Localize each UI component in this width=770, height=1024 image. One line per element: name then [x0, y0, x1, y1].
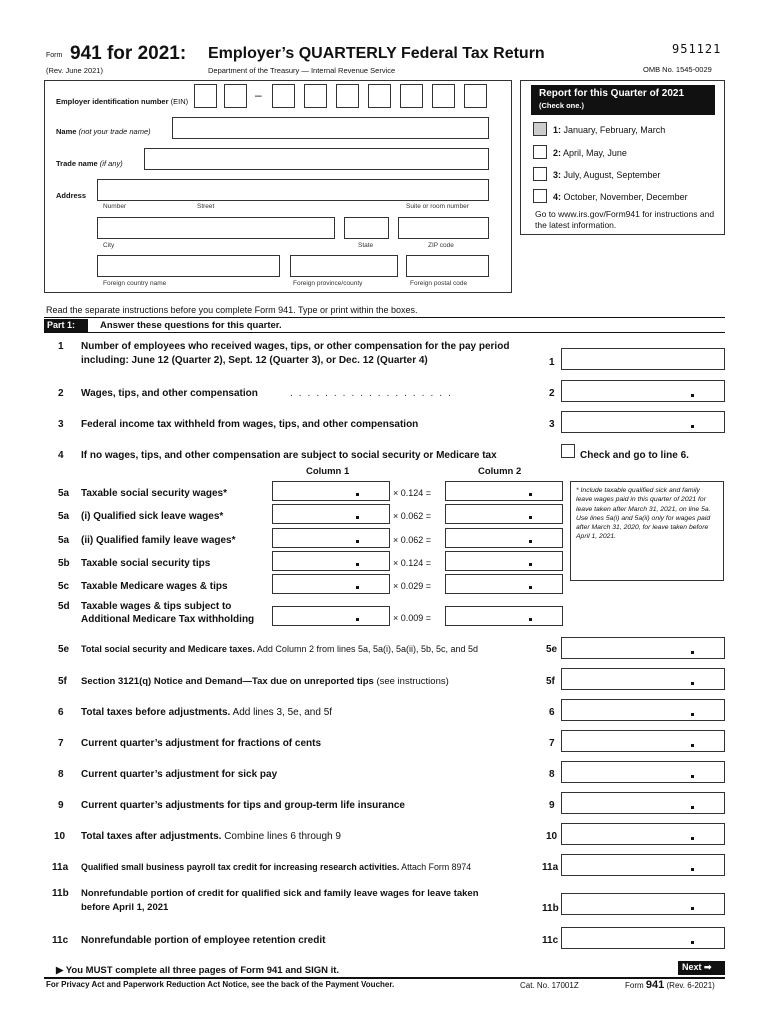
line-5a-rate: × 0.124 =: [393, 488, 432, 498]
quarter-1-label: 1: January, February, March: [553, 125, 666, 135]
line-7-box-num: 7: [549, 738, 555, 749]
line-10-box-num: 10: [546, 831, 558, 842]
line-11b-num: 11b: [52, 888, 69, 899]
line-5b-rate: × 0.124 =: [393, 558, 432, 568]
ein-digit-8[interactable]: [432, 84, 455, 108]
ein-dash: –: [255, 88, 262, 102]
form-code: 951121: [672, 42, 722, 56]
page-title: Employer’s QUARTERLY Federal Tax Return: [208, 45, 545, 62]
line-11a-input[interactable]: [561, 854, 725, 876]
next-arrow-icon: ➡: [704, 962, 712, 972]
quarter-4-label: 4: October, November, December: [553, 192, 688, 202]
ein-digit-3[interactable]: [272, 84, 295, 108]
line-11c-box-num: 11c: [542, 935, 559, 946]
line-5d-col2[interactable]: [445, 606, 563, 626]
line-5e-input[interactable]: [561, 637, 725, 659]
line-2-text: Wages, tips, and other compensation: [81, 388, 258, 399]
line-5c-num: 5c: [58, 581, 70, 592]
address-street-field[interactable]: [97, 179, 489, 201]
line-5c-rate: × 0.029 =: [393, 581, 432, 591]
line-5ai-col1[interactable]: [272, 504, 390, 524]
ein-digit-1[interactable]: [194, 84, 217, 108]
line-5c-col1[interactable]: [272, 574, 390, 594]
line-5a-text: Taxable social security wages*: [81, 488, 228, 499]
quarter-1-checkbox[interactable]: [533, 122, 547, 136]
line-1-text-2: including: June 12 (Quarter 2), Sept. 12 (Quarter 3), or Dec. 12 (Quarter 4): [81, 355, 428, 366]
line-6-num: 6: [58, 707, 64, 718]
line-5e-box-num: 5e: [546, 644, 558, 655]
line-3-num: 3: [58, 419, 64, 430]
foreign-province-field[interactable]: [290, 255, 398, 277]
zip-caption: ZIP code: [428, 242, 454, 249]
line-5d-text-2: Additional Medicare Tax withholding: [81, 614, 255, 625]
line-4-num: 4: [58, 450, 64, 461]
line-8-num: 8: [58, 769, 64, 780]
line-5d-num: 5d: [58, 601, 70, 612]
read-instructions: Read the separate instructions before you complete Form 941. Type or print within the boxes.: [46, 305, 418, 315]
foreign-country-caption: Foreign country name: [103, 280, 167, 287]
department: Department of the Treasury — Internal Revenue Service: [208, 66, 396, 75]
line-11b-text-2: before April 1, 2021: [81, 902, 169, 913]
zip-field[interactable]: [398, 217, 489, 239]
line-11b-text: Nonrefundable portion of credit for qualified sick and family leave wages for leave taken: [81, 888, 479, 899]
line-5b-col2[interactable]: [445, 551, 563, 571]
line-5aii-col2[interactable]: [445, 528, 563, 548]
line-7-num: 7: [58, 738, 64, 749]
ein-label: Employer identification number (EIN): [56, 97, 189, 106]
foreign-province-caption: Foreign province/county: [293, 280, 363, 287]
line-11c-text: Nonrefundable portion of employee retention credit: [81, 935, 326, 946]
line-5a-num: 5a: [58, 488, 70, 499]
form-title: 941 for 2021:: [70, 43, 187, 64]
line-5f-box-num: 5f: [546, 676, 555, 687]
next-button[interactable]: Next ➡: [678, 961, 725, 975]
quarter-goto-text: Go to www.irs.gov/Form941 for instructions and the latest information.: [535, 209, 715, 230]
line-9-box-num: 9: [549, 800, 555, 811]
ein-digit-6[interactable]: [368, 84, 391, 108]
line-2-input[interactable]: [561, 380, 725, 402]
quarter-title: Report for this Quarter of 2021: [539, 88, 685, 99]
line-3-input[interactable]: [561, 411, 725, 433]
line-9-num: 9: [58, 800, 64, 811]
line-5b-num: 5b: [58, 558, 70, 569]
footer-rule: [44, 977, 725, 979]
check-one: (Check one.): [539, 101, 585, 110]
line-1-num: 1: [58, 341, 64, 352]
line-10-input[interactable]: [561, 823, 725, 845]
line-2-box-num: 2: [549, 388, 555, 399]
name-field[interactable]: [172, 117, 489, 139]
form-word: Form: [46, 52, 63, 59]
quarter-3-label: 3: July, August, September: [553, 170, 661, 180]
line-8-input[interactable]: [561, 761, 725, 783]
part1-rule: [44, 317, 725, 318]
line-11a-box-num: 11a: [542, 862, 559, 873]
line-8-text: Current quarter’s adjustment for sick pay: [81, 769, 278, 780]
state-caption: State: [358, 242, 374, 249]
line-5c-text: Taxable Medicare wages & tips: [81, 581, 228, 592]
ein-digit-9[interactable]: [464, 84, 487, 108]
line-5b-col1[interactable]: [272, 551, 390, 571]
footer-form-id: Form 941 (Rev. 6-2021): [625, 979, 715, 991]
suite-caption: Suite or room number: [406, 203, 469, 210]
line-5d-text: Taxable wages & tips subject to: [81, 601, 232, 612]
line-6-text: Total taxes before adjustments. Add lines 3, 5e, and 5f: [81, 707, 333, 718]
line-11a-num: 11a: [52, 862, 69, 873]
city-field[interactable]: [97, 217, 335, 239]
line-11a-text: Qualified small business payroll tax credit for increasing research activities. Attach Form 8974: [81, 862, 472, 872]
quarter-2-checkbox[interactable]: [533, 145, 547, 159]
line-3-text: Federal income tax withheld from wages, tips, and other compensation: [81, 419, 419, 430]
trade-name-field[interactable]: [144, 148, 489, 170]
line-10-num: 10: [54, 831, 66, 842]
column-2-header: Column 2: [478, 466, 522, 477]
line-9-input[interactable]: [561, 792, 725, 814]
line-5f-num: 5f: [58, 676, 67, 687]
line-5ai-rate: × 0.062 =: [393, 511, 432, 521]
must-complete-note: ▶ You MUST complete all three pages of Form 941 and SIGN it.: [56, 965, 340, 976]
line-5f-text: Section 3121(q) Notice and Demand—Tax due on unreported tips (see instructions): [81, 676, 449, 687]
line-4-checkbox[interactable]: [561, 444, 575, 458]
omb-number: OMB No. 1545-0029: [643, 65, 712, 74]
line-10-text: Total taxes after adjustments. Combine lines 6 through 9: [81, 831, 341, 842]
catalog-number: Cat. No. 17001Z: [520, 981, 579, 990]
foreign-postal-caption: Foreign postal code: [410, 280, 468, 287]
line-5d-rate: × 0.009 =: [393, 613, 432, 623]
line-5b-text: Taxable social security tips: [81, 558, 211, 569]
line-5f-input[interactable]: [561, 668, 725, 690]
taxable-wages-note: * Include taxable qualified sick and family leave wages paid in this quarter of 2021 for leave taken after March 31, 2021, on line 5a. Use lines 5a(i) and 5a(ii) only for wages paid after March 31, 2020, for leave taken before April 1, 2021.: [570, 481, 724, 581]
line-5aii-text: (ii) Qualified family leave wages*: [81, 535, 236, 546]
ein-digit-2[interactable]: [224, 84, 247, 108]
quarter-header: [531, 85, 715, 115]
line-9-text: Current quarter’s adjustments for tips and group-term life insurance: [81, 800, 405, 811]
line-5a-col1[interactable]: [272, 481, 390, 501]
line-1-input[interactable]: [561, 348, 725, 370]
line-11b-box-num: 11b: [542, 903, 559, 914]
line-1-box-num: 1: [549, 357, 555, 368]
line-2-num: 2: [58, 388, 64, 399]
state-field[interactable]: [344, 217, 389, 239]
line-4-check-label: Check and go to line 6.: [580, 450, 689, 461]
line-5e-text: Total social security and Medicare taxes. Add Column 2 from lines 5a, 5a(i), 5a(ii), 5b, 5c, and 5d: [81, 644, 479, 654]
quarter-3-checkbox[interactable]: [533, 167, 547, 181]
ein-digit-4[interactable]: [304, 84, 327, 108]
line-5d-col1[interactable]: [272, 606, 390, 626]
city-caption: City: [103, 242, 115, 249]
line-4-text: If no wages, tips, and other compensation are subject to social security or Medicare tax: [81, 450, 497, 461]
line-11c-input[interactable]: [561, 927, 725, 949]
trade-name-label: Trade name (if any): [56, 159, 123, 168]
line-8-box-num: 8: [549, 769, 555, 780]
arrow-right-icon: ▶: [56, 965, 64, 976]
line-3-box-num: 3: [549, 419, 555, 430]
line-5c-col2[interactable]: [445, 574, 563, 594]
foreign-postal-field[interactable]: [406, 255, 489, 277]
quarter-2-label: 2: April, May, June: [553, 148, 627, 158]
number-caption: Number: [103, 203, 127, 210]
part1-rule-bottom: [44, 332, 725, 333]
line-6-input[interactable]: [561, 699, 725, 721]
form-revision: (Rev. June 2021): [46, 66, 103, 75]
line-5e-num: 5e: [58, 644, 70, 655]
line-7-text: Current quarter’s adjustment for fractions of cents: [81, 738, 322, 749]
column-1-header: Column 1: [306, 466, 350, 477]
name-label: Name (not your trade name): [56, 127, 151, 136]
part1-title: Answer these questions for this quarter.: [100, 320, 282, 331]
line-1-text: Number of employees who received wages, tips, or other compensation for the pay period: [81, 341, 510, 352]
line-11b-input[interactable]: [561, 893, 725, 915]
line-6-box-num: 6: [549, 707, 555, 718]
line-2-dots: ...................: [290, 388, 457, 399]
ein-digit-7[interactable]: [400, 84, 423, 108]
quarter-4-checkbox[interactable]: [533, 189, 547, 203]
privacy-notice: For Privacy Act and Paperwork Reduction Act Notice, see the back of the Payment Voucher.: [46, 980, 395, 989]
line-5ai-text: (i) Qualified sick leave wages*: [81, 511, 224, 522]
line-7-input[interactable]: [561, 730, 725, 752]
line-5aii-num: 5a: [58, 535, 70, 546]
part1-badge: Part 1:: [44, 319, 88, 332]
line-5ai-col2[interactable]: [445, 504, 563, 524]
foreign-country-field[interactable]: [97, 255, 280, 277]
line-11c-num: 11c: [52, 935, 69, 946]
line-5ai-num: 5a: [58, 511, 70, 522]
line-5aii-col1[interactable]: [272, 528, 390, 548]
line-5a-col2[interactable]: [445, 481, 563, 501]
line-5aii-rate: × 0.062 =: [393, 535, 432, 545]
street-caption: Street: [197, 203, 215, 210]
ein-digit-5[interactable]: [336, 84, 359, 108]
address-label: Address: [56, 191, 87, 200]
